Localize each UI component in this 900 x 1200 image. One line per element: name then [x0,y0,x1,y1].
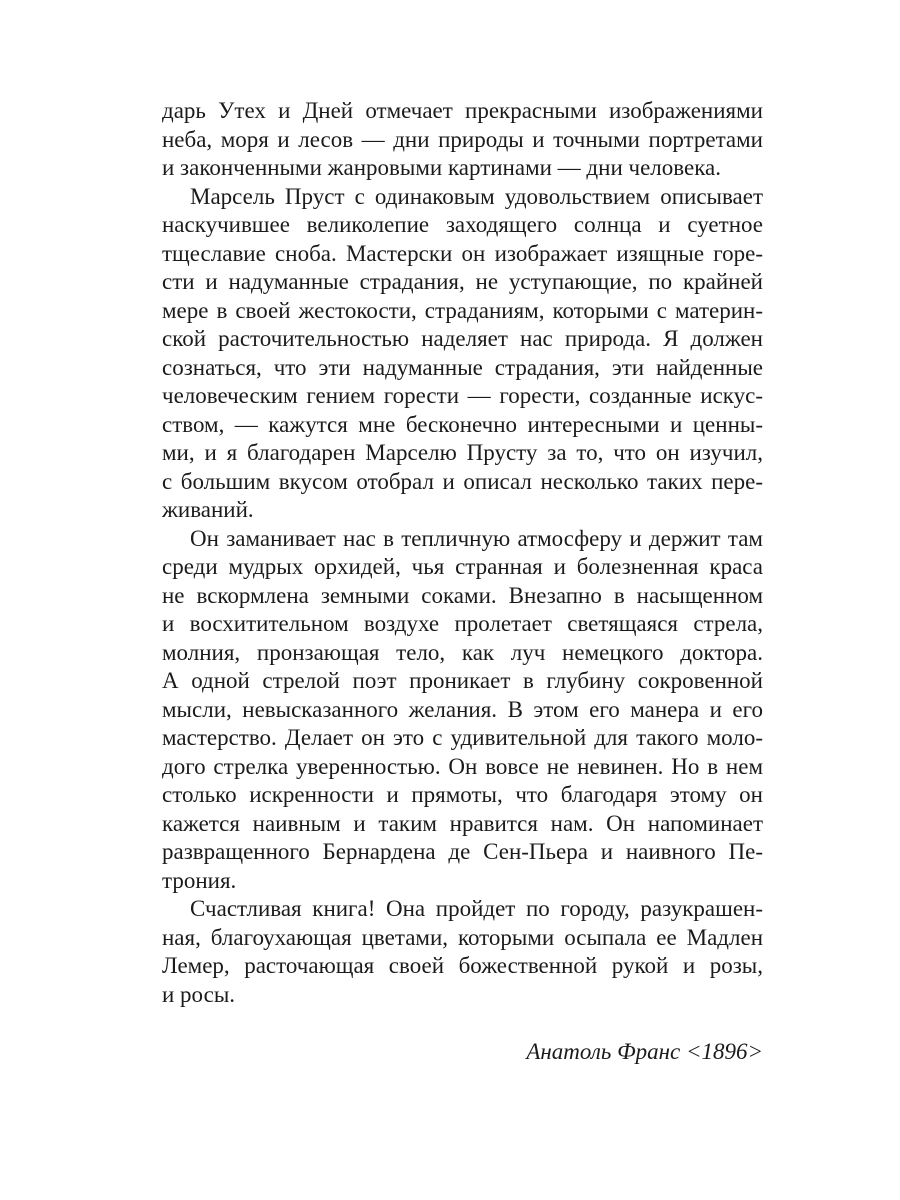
text-line: ми, и я благодарен Марселю Прусту за то, что он изучил, [162,440,763,465]
text-line: Марсель Пруст с одинаковым удовольствием описывает [190,183,763,209]
text-line: сти и надуманные страдания, не уступающие, по крайней [162,269,763,294]
text-line: столько искренности и прямоты, что благодаря этому он [162,782,763,807]
text-line: тщеславие сноба. Мастерски он изображает изящные горе- [162,240,763,266]
text-line: Лемер, расточающая своей божественной рукой и розы, [162,953,763,978]
text-line: дарь Утех и Дней отмечает прекрасными изображениями [162,98,763,123]
text-line: мысли, невысказанного желания. В этом его манера и его [162,696,763,722]
text-line: дого стрелка уверенностью. Он вовсе не невинен. Но в нем [162,753,763,779]
text-line: среди мудрых орхидей, чья странная и болезненная краса [162,554,763,579]
text-line: и законченными жанровыми картинами — дни человека. [162,155,721,180]
book-page [162,97,763,1066]
text-line: неба, моря и лесов — дни природы и точными портретами [162,126,763,152]
text-line: живаний. [162,497,254,522]
text-line: Счастливая книга! Она пройдет по городу, разукрашен- [190,896,763,921]
text-line: молния, пронзающая тело, как луч немецкого доктора. [162,639,763,665]
author-signature: Анатоль Франс <1896> [526,1038,763,1064]
paragraph [162,525,763,896]
text-line: и росы. [162,981,236,1007]
text-line: не вскормлена земными соками. Внезапно в насыщенном [162,582,763,608]
text-line: А одной стрелой поэт проникает в глубину сокровенной [162,668,763,693]
text-line: сознаться, что эти надуманные страдания, эти найденные [162,354,763,380]
text-line: трония. [162,867,237,893]
text-line: кажется наивным и таким нравится нам. Он напоминает [162,810,763,836]
text-line: человеческим гением горести — горести, созданные искус- [162,383,763,408]
text-line: и восхитительном воздухе пролетает светящаяся стрела, [162,611,763,636]
paragraph [162,183,763,525]
text-line: развращенного Бернардена де Сен-Пьера и наивного Пе- [162,839,763,864]
text-line: Он заманивает нас в тепличную атмосферу и держит там [190,525,763,551]
text-line: ством, — кажутся мне бесконечно интересными и ценны- [162,411,763,437]
text-line: ная, благоухающая цветами, которыми осыпала ее Мадлен [162,924,763,950]
text-line: ской расточительностью наделяет нас природа. Я должен [162,326,763,351]
body-text [162,97,763,1009]
text-line: мастерство. Делает он это с удивительной для такого моло- [162,725,763,750]
paragraph [162,895,763,1009]
text-line: с большим вкусом отобрал и описал несколько таких пере- [162,468,763,494]
text-line: мере в своей жестокости, страданиям, которыми с материн- [162,297,763,323]
paragraph [162,97,763,183]
text-line: наскучившее великолепие заходящего солнца и суетное [162,212,763,237]
